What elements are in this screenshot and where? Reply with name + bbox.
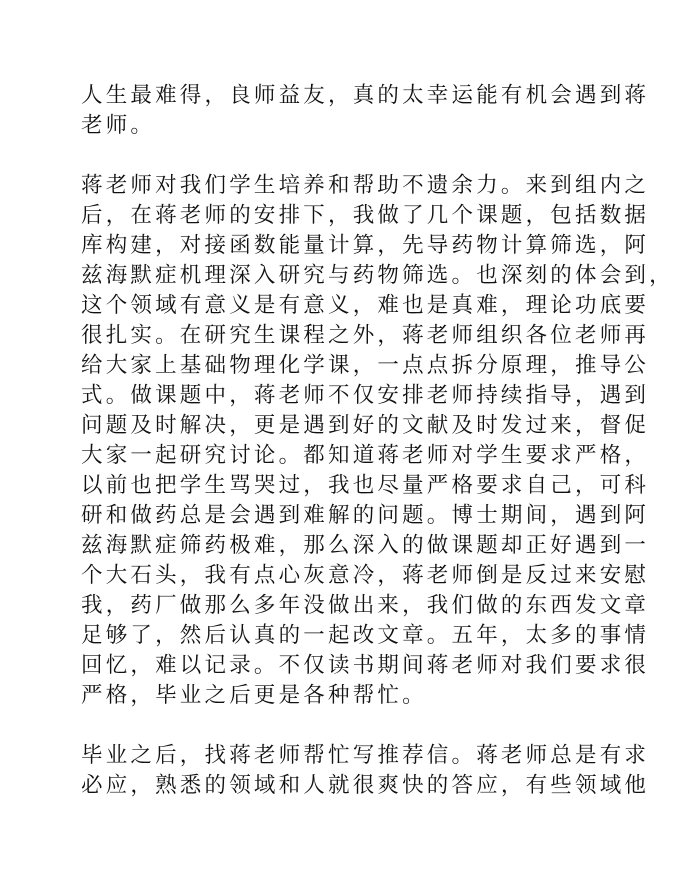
text-line: 兹海默症筛药极难，那么深入的做课题却正好遇到一 — [81, 533, 650, 558]
text-line: 式。做课题中，蒋老师不仅安排老师持续指导，遇到 — [81, 383, 650, 408]
text-line: 人生最难得，良师益友，真的太幸运能有机会遇到蒋 — [81, 83, 650, 108]
text-line: 问题及时解决，更是遇到好的文献及时发过来，督促 — [81, 413, 650, 438]
text-line: 兹海默症机理深入研究与药物筛选。也深刻的体会到， — [81, 263, 674, 288]
text-line: 很扎实。在研究生课程之外，蒋老师组织各位老师再 — [81, 323, 650, 348]
text-line: 库构建，对接函数能量计算，先导药物计算筛选，阿 — [81, 233, 650, 258]
paragraph-1 — [81, 81, 650, 141]
text-line: 蒋老师对我们学生培养和帮助不遗余力。来到组内之 — [81, 173, 650, 198]
text-line: 必应，熟悉的领域和人就很爽快的答应，有些领域他 — [81, 773, 650, 798]
document-body — [81, 81, 674, 831]
text-line: 老师。 — [81, 113, 156, 138]
text-line: 后，在蒋老师的安排下，我做了几个课题，包括数据 — [81, 203, 650, 228]
text-line: 毕业之后，找蒋老师帮忙写推荐信。蒋老师总是有求 — [81, 743, 650, 768]
text-line: 以前也把学生骂哭过，我也尽量严格要求自己，可科 — [81, 473, 650, 498]
text-line: 给大家上基础物理化学课，一点点拆分原理，推导公 — [81, 353, 650, 378]
text-line: 严格，毕业之后更是各种帮忙。 — [81, 683, 427, 708]
text-line: 研和做药总是会遇到难解的问题。博士期间，遇到阿 — [81, 503, 650, 528]
text-line: 我，药厂做那么多年没做出来，我们做的东西发文章 — [81, 593, 650, 618]
paragraph-3 — [81, 741, 650, 801]
text-line: 回忆，难以记录。不仅读书期间蒋老师对我们要求很 — [81, 653, 650, 678]
text-line: 这个领域有意义是有意义，难也是真难，理论功底要 — [81, 293, 650, 318]
text-line: 大家一起研究讨论。都知道蒋老师对学生要求严格， — [81, 443, 650, 468]
paragraph-2 — [81, 171, 674, 711]
text-line: 足够了，然后认真的一起改文章。五年，太多的事情 — [81, 623, 650, 648]
text-line: 个大石头，我有点心灰意冷，蒋老师倒是反过来安慰 — [81, 563, 650, 588]
